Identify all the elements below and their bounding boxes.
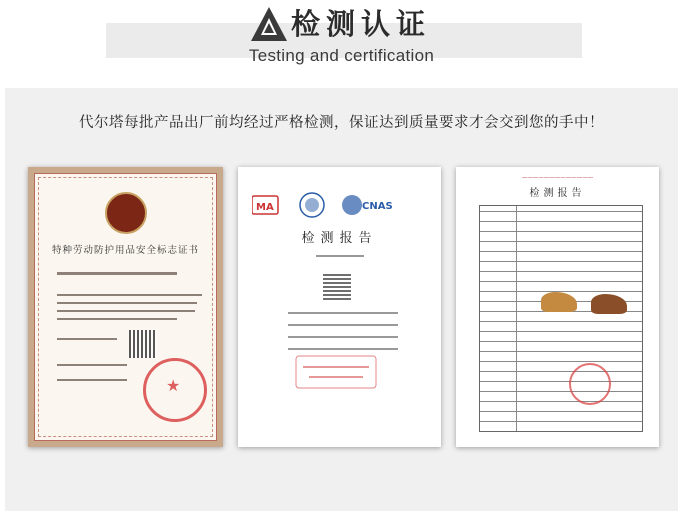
svg-text:CNAS: CNAS [362,201,393,212]
content-panel [5,88,678,511]
test-report-image [238,167,441,447]
section-title: 检测认证 [291,7,432,41]
header-section [0,0,683,86]
certificate-title: 特种劳动防护用品安全标志证书 [51,245,199,256]
section-subtitle: Testing and certification [248,46,435,65]
triangle-logo-icon [251,7,287,41]
red-seal-icon [569,363,611,405]
stamp-icon [295,355,377,389]
qr-code-icon [129,330,157,358]
certification-logos-icon [252,192,427,218]
emblem-icon [105,192,147,234]
quality-notice: 代尔塔每批产品出厂前均经过严格检测，保证达到质量要求才会交到您的手中！ [79,115,604,131]
report-table [479,205,643,432]
report-title: 检测报告 [301,231,378,246]
report-header-line: ————————————— [521,175,594,181]
test-report-table-image [456,167,659,447]
red-seal-icon [143,358,207,422]
qr-code-icon [323,272,351,300]
certificate-body [34,173,217,441]
certificate-image [28,167,223,447]
svg-text:MA: MA [256,202,274,213]
report-table-title: 检测报告 [529,188,586,199]
